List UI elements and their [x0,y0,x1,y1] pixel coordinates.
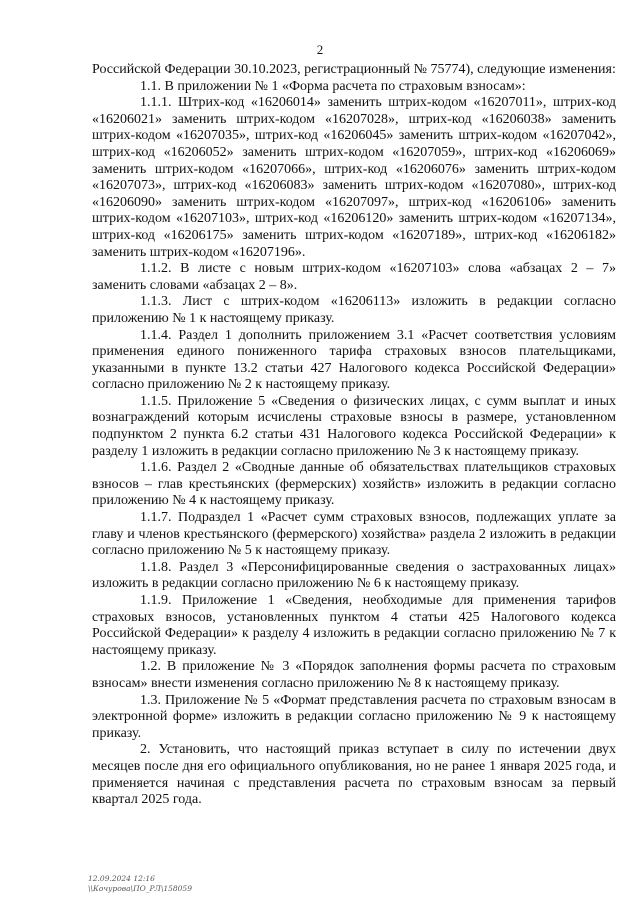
paragraph-1-1-1: 1.1.1. Штрих-код «16206014» заменить штрих-кодом «16207011», штрих-код «16206021» заменить штрих-кодом «16207028», штрих-код «16206038» заменить штрих-кодом «16207035», штрих-код «16206045» заменить штрих-кодом «16207042», штрих-код «16206052» заменить штрих-кодом «16207059», штрих-код «16206069» заменить штрих-кодом «16207066», штрих-код «16206076» заменить штрих-кодом «16207073», штрих-код «16206083» заменить штрих-кодом «16207080», штрих-код «16206090» заменить штрих-кодом «16207097», штрих-код «16206106» заменить штрих-кодом «16207103», штрих-код «16206120» заменить штрих-кодом «16207134», штрих-код «16206175» заменить штрих-кодом «16207189», штрих-код «16206182» заменить штрих-кодом «16207196». [92,95,616,260]
paragraph-1-1-5: 1.1.5. Приложение 5 «Сведения о физических лицах, с сумм выплат и иных вознаграждений которым исчислены страховые взносы в размере, установленном подпунктом 2 пункта 6.2 статьи 431 Налогового кодекса Российской Федерации» к разделу 1 изложить в редакции согласно приложению № 3 к настоящему приказу. [92,393,616,459]
page-number: 2 [316,42,324,57]
document-body [92,62,616,809]
file-footer [88,874,192,894]
paragraph-2: 2. Установить, что настоящий приказ вступает в силу по истечении двух месяцев после дня его официального опубликования, но не ранее 1 января 2025 года, и применяется начиная с представления расчета по страховым взносам за первый квартал 2025 года. [92,742,616,808]
paragraph-intro: Российской Федерации 30.10.2023, регистрационный № 75774), следующие изменения: [92,62,616,77]
paragraph-1-1-3: 1.1.3. Лист с штрих-кодом «16206113» изложить в редакции согласно приложению № 1 к настоящему приказу. [92,294,616,326]
paragraph-1-1-6: 1.1.6. Раздел 2 «Сводные данные об обязательствах плательщиков страховых взносов – глав крестьянских (фермерских) хозяйств» изложить в редакции согласно приложению № 4 к настоящему приказу. [92,460,616,509]
footer-code: \\Кочурова\ПО_РЛ\158059 [88,884,192,893]
paragraph-1-1-8: 1.1.8. Раздел 3 «Персонифицированные сведения о застрахованных лицах» изложить в редакции согласно приложению № 6 к настоящему приказу. [92,559,616,592]
footer-timestamp: 12.09.2024 12:16 [88,874,155,883]
paragraph-1-1-2: 1.1.2. В листе с новым штрих-кодом «16207103» слова «абзацах 2 – 7» заменить словами «абзацах 2 – 8». [92,261,616,293]
paragraph-1-3: 1.3. Приложение № 5 «Формат представления расчета по страховым взносам в электронной форме» изложить в редакции согласно приложению № 9 к настоящему приказу. [92,692,616,741]
paragraph-1-1-4: 1.1.4. Раздел 1 дополнить приложением 3.1 «Расчет соответствия условиям применения единого пониженного тарифа страховых взносов плательщиками, указанными в пункте 13.2 статьи 427 Налогового кодекса Российской Федерации» согласно приложению № 2 к настоящему приказу. [92,327,616,393]
paragraph-1-1-7: 1.1.7. Подраздел 1 «Расчет сумм страховых взносов, подлежащих уплате за главу и членов крестьянского (фермерского) хозяйства» раздела 2 изложить в редакции согласно приложению № 5 к настоящему приказу. [92,510,616,559]
paragraph-1-1-9: 1.1.9. Приложение 1 «Сведения, необходимые для применения тарифов страховых взносов, установленных пунктом 4 статьи 425 Налогового кодекса Российской Федерации» к разделу 4 изложить в редакции согласно приложению № 7 к настоящему приказу. [92,593,616,658]
paragraph-1-2: 1.2. В приложение № 3 «Порядок заполнения формы расчета по страховым взносам» внести изменения согласно приложению № 8 к настоящему приказу. [92,659,616,691]
paragraph-1-1: 1.1. В приложении № 1 «Форма расчета по страховым взносам»: [140,78,526,94]
